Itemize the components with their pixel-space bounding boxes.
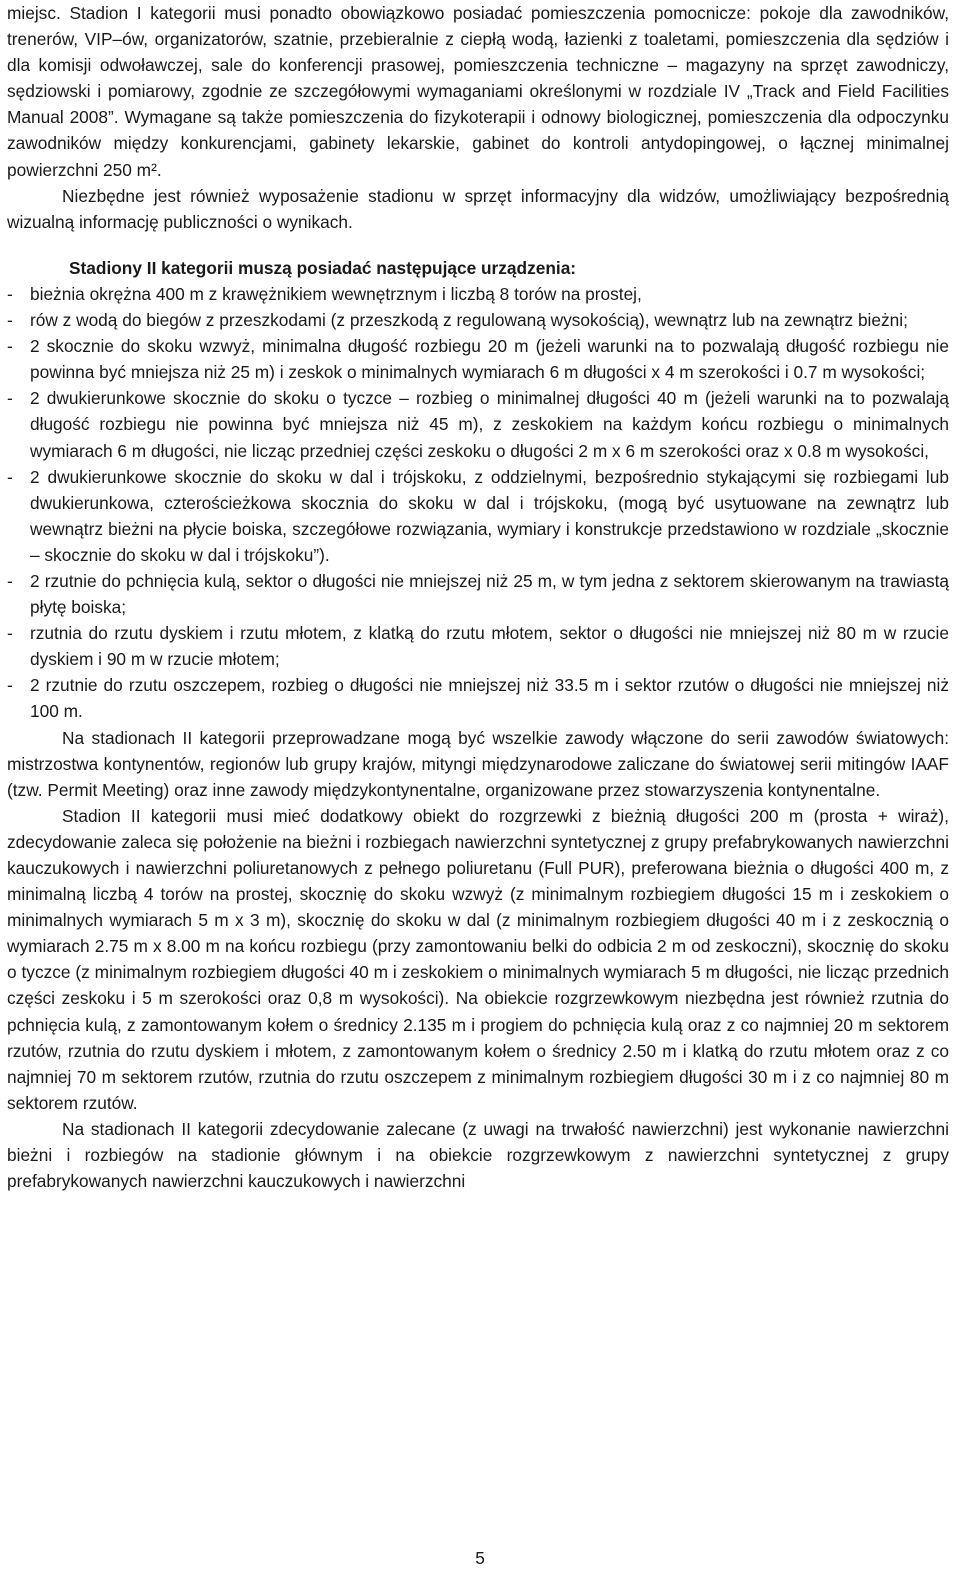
list-item (7, 281, 949, 307)
document-page (7, 0, 949, 1194)
list-item-text: 2 dwukierunkowe skocznie do skoku w dal i trójskoku, z oddzielnymi, bezpośrednio stykającymi się rozbiegami lub dwukierunkowa, czterościeżkowa skocznia do skoku w dal i trójskoku, (mogą być usytuowane na zewnątrz lub wewnątrz bieżni na płycie boiska, szczegółowe rozwiązania, wymiary i konstrukcje przedstawiono w rozdziale „skocznie – skocznie do skoku w dal i trójskoku”). (30, 466, 949, 565)
body-paragraph-2: Stadion II kategorii musi mieć dodatkowy obiekt do rozgrzewki z bieżnią długości 200 m (prosta + wiraż), zdecydowanie zaleca się położenie na bieżni i rozbiegach nawierzchni syntetycznej z grupy prefabrykowanych nawierzchni kauczukowych i nawierzchni poliuretanowych z pełnego poliuretanu (Full PUR), preferowana bieżnia o długości 400 m, z minimalną liczbą 4 torów na prostej, skocznię do skoku wzwyż (z minimalnym rozbiegiem długości 15 m i zeskokiem o minimalnych wymiarach 5 m x 3 m), skocznię do skoku w dal (z minimalnym rozbiegiem długości 40 m i z zeskocznią o wymiarach 2.75 m x 8.00 m na końcu rozbiegu (przy zamontowaniu belki do odbicia 2 m od zeskoczni), skocznię do skoku o tyczce (z minimalnym rozbiegiem długości 40 m i zeskokiem o minimalnych wymiarach 5 m długości, nie licząc przednich części zeskoku i 5 m szerokości oraz 0,8 m wysokości). Na obiekcie rozgrzewkowym niezbędna jest również rzutnia do pchnięcia kulą, z zamontowanym kołem o średnicy 2.135 m i progiem do pchnięcia kulą oraz z co najmniej 20 m sektorem rzutów, rzutnia do rzutu dyskiem i młotem, z zamontowanym kołem o średnicy 2.50 m i klatką do rzutu młotem oraz z co najmniej 70 m sektorem rzutów, rzutnia do rzutu oszczepem z minimalnym rozbiegiem długości 30 m i z co najmniej 80 m sektorem rzutów. (7, 805, 949, 1113)
page-number: 5 (475, 1548, 485, 1568)
dash-marker: - (7, 336, 13, 357)
list-item-text: 2 dwukierunkowe skocznie do skoku o tyczce – rozbieg o minimalnej długości 40 m (jeżeli warunki na to pozwalają długość rozbiegu nie powinna być mniejsza niż 45 m), z zeskokiem na każdym końcu rozbiegu o minimalnych wymiarach 6 m długości, nie licząc przedniej części zeskoku o długości 2 m x 6 m szerokości oraz x 0.8 m wysokości, (30, 388, 949, 461)
list-item-text: rów z wodą do biegów z przeszkodami (z przeszkodą z regulowaną wysokością), wewnątrz lub na zewnątrz bieżni; (30, 310, 908, 331)
dash-marker: - (7, 283, 13, 304)
dash-marker: - (7, 310, 13, 331)
dash-marker: - (7, 388, 13, 409)
dash-marker: - (7, 623, 13, 644)
list-item-text: 2 rzutnie do pchnięcia kulą, sektor o długości nie mniejszej niż 25 m, w tym jedna z sektorem skierowanym na trawiastą płytę boiska; (30, 570, 949, 618)
dash-marker: - (7, 675, 13, 696)
list-item (7, 333, 949, 385)
list-item (7, 464, 949, 568)
list-item (7, 307, 949, 333)
dash-marker: - (7, 466, 13, 487)
list-item (7, 385, 949, 463)
dash-marker: - (7, 570, 13, 591)
list-item-text: 2 skocznie do skoku wzwyż, minimalna długość rozbiegu 20 m (jeżeli warunki na to pozwalają długość rozbiegu nie powinna być mniejsza niż 25 m) i zeskok o minimalnych wymiarach 6 m długości x 4 m szerokości i 0.7 m wysokości; (30, 336, 949, 383)
body-paragraph-3: Na stadionach II kategorii zdecydowanie zalecane (z uwagi na trwałość nawierzchni) jest wykonanie nawierzchni bieżni i rozbiegów na stadionie głównym i na obiekcie rozgrzewkowym z nawierzchni syntetycznej z grupy prefabrykowanych nawierzchni kauczukowych i nawierzchni (7, 1118, 949, 1192)
body-paragraph-1: Na stadionach II kategorii przeprowadzane mogą być wszelkie zawody włączone do serii zawodów światowych: mistrzostwa kontynentów, regionów lub grupy krajów, mityngi międzynarodowe zaliczane do światowej serii mitingów IAAF (tzw. Permit Meeting) oraz inne zawody międzykontynentalne, organizowane przez stowarzyszenia kontynentalne. (7, 727, 949, 800)
intro-paragraph-2: Niezbędne jest również wyposażenie stadionu w sprzęt informacyjny dla widzów, umożliwiający bezpośrednią wizualną informację publiczności o wynikach. (7, 185, 949, 232)
equipment-list (7, 281, 949, 725)
list-item (7, 620, 949, 672)
section-heading: Stadiony II kategorii muszą posiadać następujące urządzenia: (69, 257, 577, 278)
list-item (7, 568, 949, 620)
intro-paragraph-1: miejsc. Stadion I kategorii musi ponadto obowiązkowo posiadać pomieszczenia pomocnicze: pokoje dla zawodników, trenerów, VIP–ów, organizatorów, szatnie, przebieralnie z ciepłą wodą, łazienki z toaletami, pomieszczenia dla sędziów i dla komisji odwoławczej, sale do konferencji prasowej, pomieszczenia techniczne – magazyny na sprzęt zawodniczy, sędziowski i pomiarowy, zgodnie ze szczegółowymi wymaganiami określonymi w rozdziale IV „Track and Field Facilities Manual 2008”. Wymagane są także pomieszczenia do fizykoterapii i odnowy biologicznej, pomieszczenia dla odpoczynku zawodników między konkurencjami, gabinety lekarskie, gabinet do kontroli antydopingowej, o łącznej minimalnej powierzchni 250 m². (7, 3, 949, 180)
list-item-text: 2 rzutnie do rzutu oszczepem, rozbieg o długości nie mniejszej niż 33.5 m i sektor rzutów o długości nie mniejszej niż 100 m. (30, 675, 949, 722)
list-item-text: rzutnia do rzutu dyskiem i rzutu młotem, z klatką do rzutu młotem, sektor o długości nie mniejszej niż 80 m w rzucie dyskiem i 90 m w rzucie młotem; (30, 623, 949, 670)
list-item (7, 672, 949, 724)
list-item-text: bieżnia okrężna 400 m z krawężnikiem wewnętrznym i liczbą 8 torów na prostej, (30, 283, 642, 304)
